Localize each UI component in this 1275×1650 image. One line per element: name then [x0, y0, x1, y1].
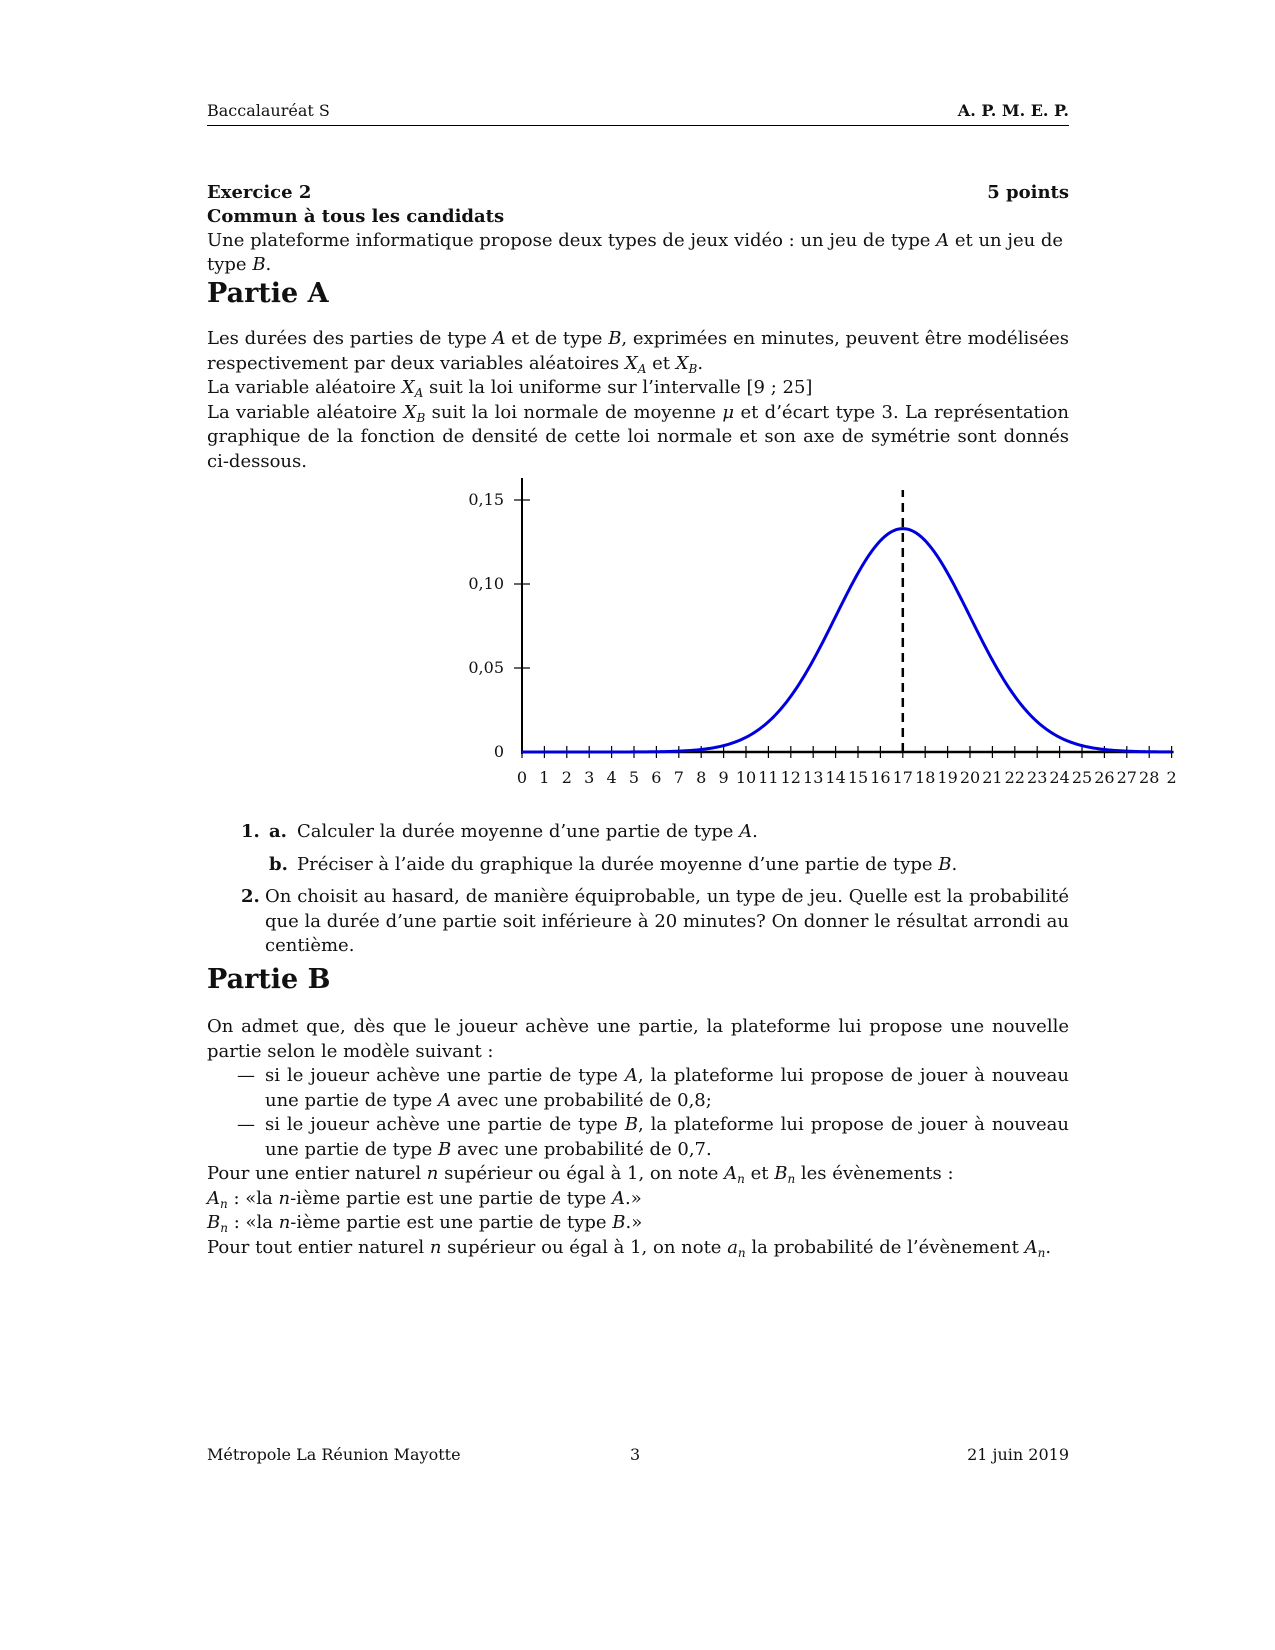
x-tick-label: 7: [673, 768, 684, 787]
part-b-event-a: $A_n$ : «la n-ième partie est une partie de type A.»: [207, 1187, 642, 1211]
part-b-paragraph-3: Pour tout entier naturel n supérieur ou égal à 1, on note $a_n$ la probabilité de l’évènement $A_n$.: [207, 1236, 1052, 1260]
part-a-paragraph-1: Les durées des parties de type A et de type B, exprimées en minutes, peuvent être modélisées respectivement par deux variables aléatoires $X_A$ et $X_B$.: [207, 328, 1069, 376]
page: [207, 0, 1177, 1650]
part-a-text: [207, 327, 1069, 474]
x-tick-label: 5: [628, 768, 640, 787]
question-1b-label: b.: [269, 853, 288, 875]
x-tick-label: 17: [892, 768, 913, 787]
density-curve: [522, 529, 1172, 752]
part-a-paragraph-3: La variable aléatoire $X_B$ suit la loi normale de moyenne μ et d’écart type 3. La représentation graphique de la fonction de densité de cette loi normale et son axe de symétrie sont donnés ci-dessous.: [207, 401, 1069, 472]
x-tick-label: 16: [870, 768, 891, 787]
exercise-audience: Commun à tous les candidats: [207, 206, 505, 227]
header-left: Baccalauréat S: [207, 101, 330, 120]
x-tick-label: 13: [803, 768, 824, 787]
x-tick-label: 25: [1071, 768, 1093, 787]
footer-right: 21 juin 2019: [967, 1445, 1069, 1464]
x-tick-label: 6: [651, 768, 662, 787]
footer-page-number: 3: [630, 1445, 641, 1464]
x-tick-label: 2: [561, 768, 572, 787]
normal-density-chart: [447, 478, 1247, 838]
x-tick-label: 18: [915, 768, 936, 787]
question-1a-label: a.: [269, 821, 287, 842]
x-tick-label: 4: [606, 768, 617, 787]
question-1-number: 1.: [241, 821, 260, 842]
question-1a: 1. a. Calculer la durée moyenne d’une partie de type A.: [207, 820, 1069, 845]
x-tick-label: 9: [718, 768, 729, 787]
x-tick-label: 27: [1116, 768, 1137, 787]
x-tick-label: 12: [780, 768, 801, 787]
x-tick-label: 24: [1049, 768, 1070, 787]
x-tick-label: 1: [539, 768, 550, 787]
x-tick-label: 15: [847, 768, 869, 787]
x-tick-label: 23: [1027, 768, 1048, 787]
footer-left: Métropole La Réunion Mayotte: [207, 1445, 461, 1464]
y-tick-label: 0,10: [468, 574, 504, 593]
part-b-paragraph-1: On admet que, dès que le joueur achève une partie, la plateforme lui propose une nouvelle partie selon le modèle suivant :: [207, 1016, 1069, 1062]
x-tick-label: 10: [735, 768, 757, 787]
question-1b: b. Préciser à l’aide du graphique la durée moyenne d’une partie de type B.: [207, 853, 1069, 878]
x-tick-label: 28: [1139, 768, 1160, 787]
x-tick-label: 22: [1004, 768, 1025, 787]
part-b-title: Partie B: [207, 964, 331, 995]
x-tick-label: 26: [1094, 768, 1115, 787]
x-tick-label: 20: [959, 768, 981, 787]
x-tick-label: 3: [584, 768, 595, 787]
part-a-paragraph-2: La variable aléatoire $X_A$ suit la loi uniforme sur l’intervalle [9 ; 25]: [207, 377, 813, 400]
part-b-paragraph-2: Pour une entier naturel n supérieur ou égal à 1, on note $A_n$ et $B_n$ les évènements :: [207, 1163, 954, 1186]
exercise-title: Exercice 2: [207, 182, 312, 203]
x-tick-label: 14: [825, 768, 846, 787]
exercise-points: 5 points: [987, 182, 1069, 203]
question-2: 2. On choisit au hasard, de manière équiprobable, un type de jeu. Quelle est la probabilité que la durée d’une partie soit inférieure à 20 minutes? On donner le résultat arrondi au centième.: [241, 886, 1069, 956]
x-tick-label: 19: [937, 768, 958, 787]
y-tick-label: 0,05: [468, 658, 504, 677]
part-b-bullet-2: — si le joueur achève une partie de type B, la plateforme lui propose de jouer à nouveau une partie de type B avec une probabilité de 0,7.: [237, 1114, 1069, 1160]
x-tick-label: 2: [1166, 768, 1177, 787]
page-footer: [207, 1445, 1069, 1467]
x-tick-label: 0: [516, 768, 528, 787]
part-a-title: Partie A: [207, 278, 329, 309]
part-b-bullet-1: — si le joueur achève une partie de type A, la plateforme lui propose de jouer à nouveau une partie de type A avec une probabilité de 0,8;: [237, 1065, 1069, 1111]
header-rule: [207, 125, 1069, 126]
y-tick-label: 0: [493, 742, 504, 761]
part-b-text: [207, 1015, 1069, 1260]
x-tick-label: 21: [982, 768, 1003, 787]
y-tick-label: 0,15: [468, 490, 504, 509]
x-tick-label: 11: [758, 768, 779, 787]
header-right: A. P. M. E. P.: [957, 101, 1069, 120]
part-b-event-b: $B_n$ : «la n-ième partie est une partie de type B.»: [207, 1212, 643, 1235]
exercise-intro: Une plateforme informatique propose deux types de jeux vidéo : un jeu de type A et un jeu de type B.: [207, 230, 1064, 275]
part-a-questions: [207, 820, 1069, 967]
question-2-number: 2.: [241, 886, 260, 907]
page-header: [207, 101, 1069, 123]
exercise-heading: [207, 181, 1069, 277]
x-tick-label: 8: [696, 768, 707, 787]
